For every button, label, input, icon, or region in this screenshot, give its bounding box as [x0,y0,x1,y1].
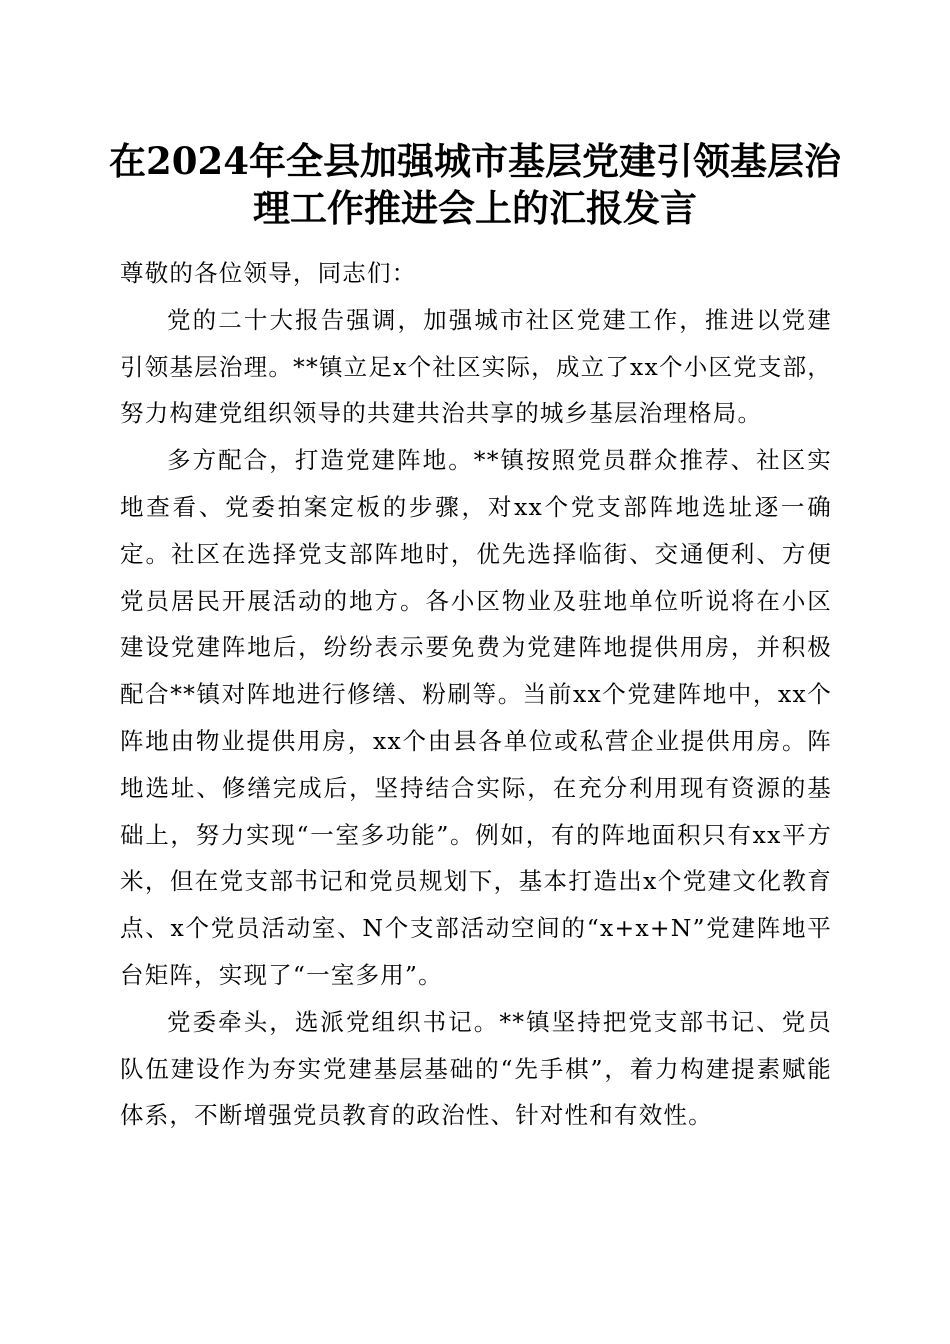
document-title: 在2024年全县加强城市基层党建引领基层治理工作推进会上的汇报发言 [109,139,841,230]
paragraph-party-secretary: 党委牵头，选派党组织书记。**镇坚持把党支部书记、党员队伍建设作为夯实党建基层基础的“先手棋”，着力构建提素赋能体系，不断增强党员教育的政治性、针对性和有效性。 [120,1007,832,1130]
paragraph-intro: 党的二十大报告强调，加强城市社区党建工作，推进以党建引领基层治理。**镇立足x个社区实际，成立了xx个小区党支部，努力构建党组织领导的共建共治共享的城乡基层治理格局。 [120,305,832,428]
document-body [120,250,832,1139]
salutation: 尊敬的各位领导，同志们： [120,259,417,287]
paragraph-base-building: 多方配合，打造党建阵地。**镇按照党员群众推荐、社区实地查看、党委拍案定板的步骤，对xx个党支部阵地选址逐一确定。社区在选择党支部阵地时，优先选择临街、交通便利、方便党员居民开展活动的地方。各小区物业及驻地单位听说将在小区建设党建阵地后，纷纷表示要免费为党建阵地提供用房，并积极配合**镇对阵地进行修缮、粉刷等。当前xx个党建阵地中，xx个阵地由物业提供用房，xx个由县各单位或私营企业提供用房。阵地选址、修缮完成后，坚持结合实际，在充分利用现有资源的基础上，努力实现“一室多功能”。例如，有的阵地面积只有xx平方米，但在党支部书记和党员规划下，基本打造出x个党建文化教育点、x个党员活动室、N个支部活动空间的“x+x+N”党建阵地平台矩阵，实现了“一室多用”。 [120,446,832,989]
